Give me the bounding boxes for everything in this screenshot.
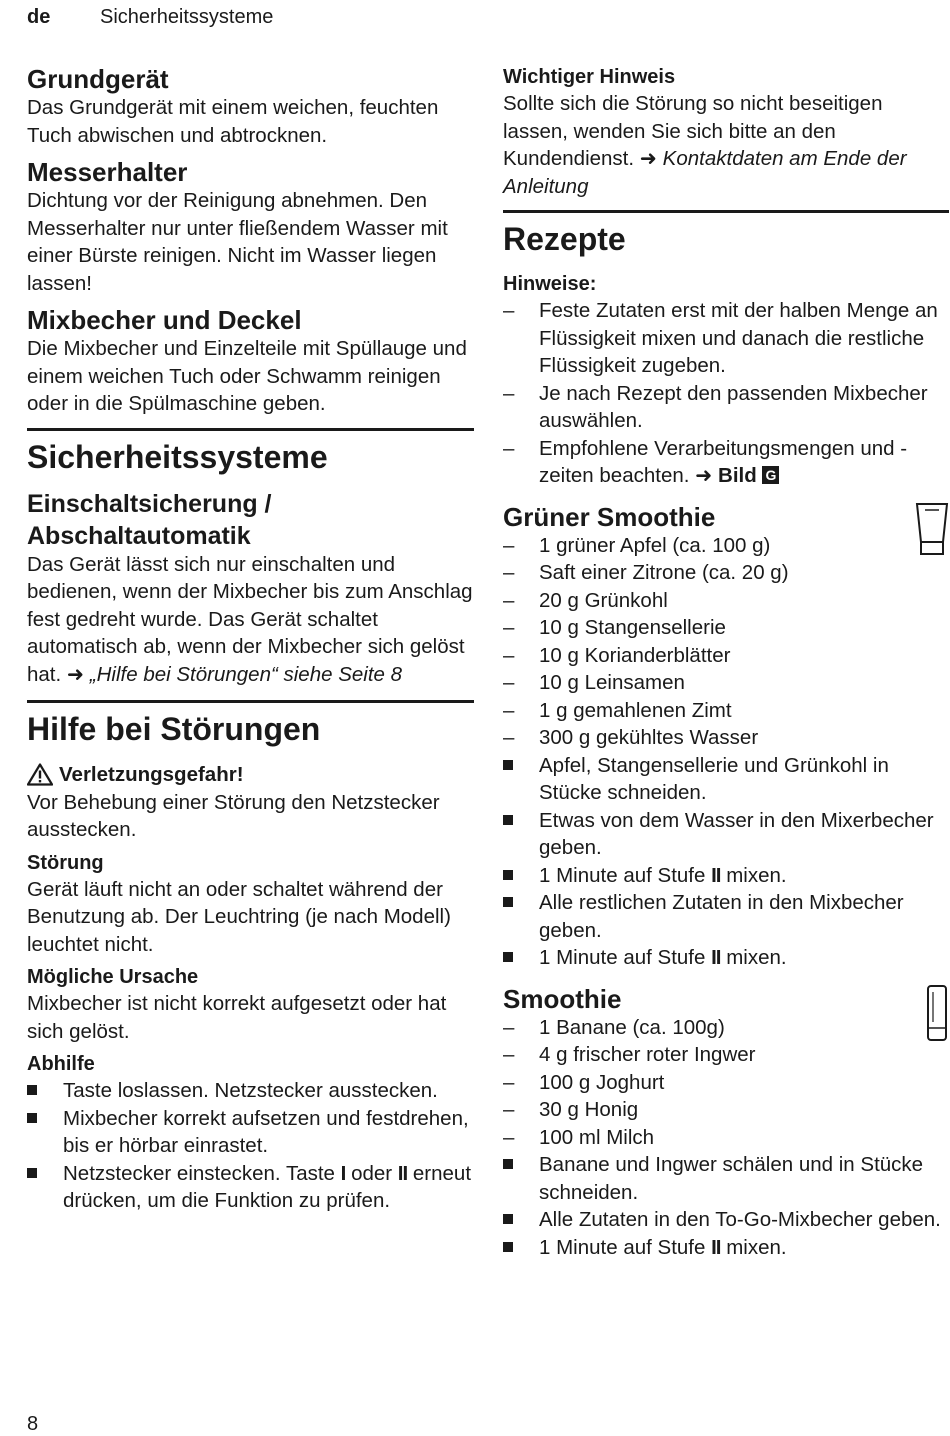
cross-reference[interactable]: „Hilfe bei Störungen“ siehe Seite 8 bbox=[89, 662, 403, 686]
heading-rezepte: Rezepte bbox=[503, 221, 626, 257]
list-item: Mixbecher korrekt aufsetzen und festdrehen, bis er hörbar einrastet. bbox=[27, 1105, 474, 1160]
heading-wichtiger-hinweis: Wichtiger Hinweis bbox=[503, 66, 676, 88]
list-item: – Feste Zutaten erst mit der halben Menge an Flüssigkeit mixen und danach die restliche Flüssigkeit zugeben. bbox=[503, 299, 938, 377]
heading-grundgeraet: Grundgerät bbox=[27, 64, 169, 94]
bullet-square-icon bbox=[503, 760, 513, 770]
bullet-square-icon bbox=[503, 897, 513, 907]
subheading-einschaltsicherung: Einschaltsicherung / bbox=[27, 489, 272, 518]
text-messerhalter: Dichtung vor der Reinigung abnehmen. Den Messerhalter nur unter fließendem Wasser mit einer Bürste reinigen. Nicht im Wasser liegen lassen! bbox=[27, 189, 448, 295]
text-hinweis: Sollte sich die Störung so nicht beseitigen lassen, wenden Sie sich bitte an den Kundendienst. ➜ Kontaktdaten am Ende der Anleitung bbox=[503, 92, 907, 198]
section-title: Sicherheitssysteme bbox=[100, 6, 274, 28]
list-item: Apfel, Stangensellerie und Grünkohl in Stücke schneiden. bbox=[503, 752, 949, 807]
ingredient-item: – 1 Banane (ca. 100g) bbox=[503, 1014, 949, 1042]
abhilfe-list bbox=[27, 1077, 474, 1215]
left-column bbox=[27, 64, 474, 1215]
bullet-square-icon bbox=[503, 1214, 513, 1224]
dash-icon: – bbox=[503, 1043, 515, 1066]
ingredient-item: – 1 grüner Apfel (ca. 100 g) bbox=[503, 532, 949, 560]
divider bbox=[27, 428, 474, 431]
arrow-right-icon: ➜ bbox=[639, 147, 657, 170]
list-item: 1 Minute auf Stufe II mixen. bbox=[503, 1234, 949, 1262]
dash-icon: – bbox=[503, 643, 515, 667]
text-sicherheit-body: Das Gerät lässt sich nur einschalten und bedienen, wenn der Mixbecher bis zum Anschlag fest gedreht wurde. Das Gerät schaltet automatisch ab, wenn der Mixbecher sich gelöst hat. bbox=[27, 552, 473, 686]
gruener-steps-list bbox=[503, 752, 949, 972]
text-grundgeraet: Das Grundgerät mit einem weichen, feuchten Tuch abwischen und abtrocknen. bbox=[27, 96, 439, 147]
dash-icon: – bbox=[503, 671, 515, 694]
dash-icon: – bbox=[503, 1098, 515, 1121]
page-header bbox=[27, 6, 274, 29]
smoothie-steps-list bbox=[503, 1151, 949, 1261]
ingredient-item: – 20 g Grünkohl bbox=[503, 587, 949, 615]
stage-2-icon: II bbox=[711, 863, 721, 887]
dash-icon: – bbox=[503, 698, 515, 722]
divider bbox=[27, 700, 474, 703]
dash-icon: – bbox=[503, 726, 515, 749]
dash-icon: – bbox=[503, 436, 515, 460]
arrow-right-icon: ➜ bbox=[695, 464, 713, 487]
ingredient-item: – 30 g Honig bbox=[503, 1096, 949, 1124]
ingredient-item: – 10 g Stangensellerie bbox=[503, 614, 949, 642]
smoothie-ingredients-list bbox=[503, 1014, 949, 1152]
dash-icon: – bbox=[503, 1125, 515, 1149]
heading-smoothie: Smoothie bbox=[503, 983, 622, 1014]
list-item: Banane und Ingwer schälen und in Stücke schneiden. bbox=[503, 1151, 949, 1206]
list-item: – Empfohlene Verarbeitungsmengen und -zeiten beachten. ➜ Bild G bbox=[503, 436, 908, 487]
list-item: Alle restlichen Zutaten in den Mixbecher geben. bbox=[503, 889, 949, 944]
ingredient-item: – 300 g gekühltes Wasser bbox=[503, 724, 949, 752]
warning-text: Vor Behebung einer Störung den Netzstecker ausstecken. bbox=[27, 790, 440, 841]
stage-2-icon: II bbox=[711, 1235, 721, 1259]
ingredient-item: – Saft einer Zitrone (ca. 20 g) bbox=[503, 559, 949, 587]
ingredient-item: – 4 g frischer roter Ingwer bbox=[503, 1041, 949, 1069]
stage-2-icon: II bbox=[397, 1161, 408, 1185]
bullet-square-icon bbox=[503, 952, 513, 962]
dash-icon: – bbox=[503, 1070, 515, 1094]
text-ursache: Mixbecher ist nicht korrekt aufgesetzt oder hat sich gelöst. bbox=[27, 992, 447, 1043]
ingredient-item: – 100 g Joghurt bbox=[503, 1069, 949, 1097]
heading-mixbecher: Mixbecher und Deckel bbox=[27, 305, 302, 335]
right-column bbox=[503, 64, 949, 1261]
heading-gruener-smoothie: Grüner Smoothie bbox=[503, 501, 716, 532]
subheading-abschaltautomatik: Abschaltautomatik bbox=[27, 521, 251, 550]
stage-1-icon: I bbox=[340, 1161, 346, 1185]
text-sicherheit bbox=[27, 551, 474, 689]
dash-icon: – bbox=[503, 616, 515, 639]
dash-icon: – bbox=[503, 533, 515, 557]
list-item: 1 Minute auf Stufe II mixen. bbox=[503, 944, 949, 972]
heading-hilfe: Hilfe bei Störungen bbox=[27, 711, 321, 747]
bullet-square-icon bbox=[503, 815, 513, 825]
text-stoerung: Gerät läuft nicht an oder schaltet während der Benutzung ab. Der Leuchtring (je nach Modell) leuchtet nicht. bbox=[27, 877, 451, 956]
ingredient-item: – 1 g gemahlenen Zimt bbox=[503, 697, 949, 725]
list-item: Taste loslassen. Netzstecker ausstecken. bbox=[27, 1077, 474, 1105]
stage-2-icon: II bbox=[711, 946, 721, 969]
text-mixbecher: Die Mixbecher und Einzelteile mit Spüllauge und einem weichen Tuch oder Schwamm reinigen oder in die Spülmaschine geben. bbox=[27, 337, 467, 415]
warning-title: Verletzungsgefahr! bbox=[59, 763, 244, 786]
cross-reference[interactable]: Kontaktdaten am Ende der Anleitung bbox=[503, 147, 907, 198]
heading-sicherheitssysteme: Sicherheitssysteme bbox=[27, 438, 328, 475]
dash-icon: – bbox=[503, 381, 515, 405]
dash-icon: – bbox=[503, 1015, 515, 1039]
bullet-square-icon bbox=[503, 1242, 513, 1252]
bullet-square-icon bbox=[503, 870, 513, 880]
hinweise-list bbox=[503, 297, 949, 490]
recipe-gruener-header bbox=[503, 502, 949, 532]
arrow-right-icon: ➜ bbox=[66, 662, 85, 686]
recipe-smoothie-header bbox=[503, 984, 949, 1014]
language-code: de bbox=[27, 6, 51, 28]
ingredient-item: – 10 g Korianderblätter bbox=[503, 642, 949, 670]
bullet-square-icon bbox=[27, 1113, 37, 1123]
label-hinweise: Hinweise: bbox=[503, 273, 597, 295]
warning-triangle-icon bbox=[27, 763, 53, 786]
bullet-square-icon bbox=[27, 1085, 37, 1095]
heading-messerhalter: Messerhalter bbox=[27, 157, 188, 187]
divider bbox=[503, 210, 949, 213]
label-ursache: Mögliche Ursache bbox=[27, 966, 199, 988]
list-item: Alle Zutaten in den To-Go-Mixbecher geben. bbox=[503, 1206, 949, 1234]
bullet-square-icon bbox=[503, 1159, 513, 1169]
warning bbox=[27, 761, 474, 789]
bullet-square-icon bbox=[27, 1168, 37, 1178]
list-item: Netzstecker einstecken. Taste I oder II erneut drücken, um die Funktion zu prüfen. bbox=[27, 1160, 474, 1215]
ingredient-item: – 10 g Leinsamen bbox=[503, 669, 949, 697]
figure-g-badge: G bbox=[762, 466, 779, 484]
dash-icon: – bbox=[503, 299, 515, 322]
figure-reference[interactable]: Bild bbox=[718, 464, 757, 487]
dash-icon: – bbox=[503, 588, 515, 612]
page-number: 8 bbox=[27, 1413, 39, 1435]
label-stoerung: Störung bbox=[27, 851, 104, 874]
list-item: – Je nach Rezept den passenden Mixbecher auswählen. bbox=[503, 381, 928, 432]
label-abhilfe: Abhilfe bbox=[27, 1053, 95, 1075]
ingredient-item: – 100 ml Milch bbox=[503, 1124, 949, 1152]
gruener-ingredients-list bbox=[503, 532, 949, 752]
list-item: 1 Minute auf Stufe II mixen. bbox=[503, 862, 949, 890]
list-item: Etwas von dem Wasser in den Mixerbecher geben. bbox=[503, 807, 949, 862]
dash-icon: – bbox=[503, 561, 515, 584]
